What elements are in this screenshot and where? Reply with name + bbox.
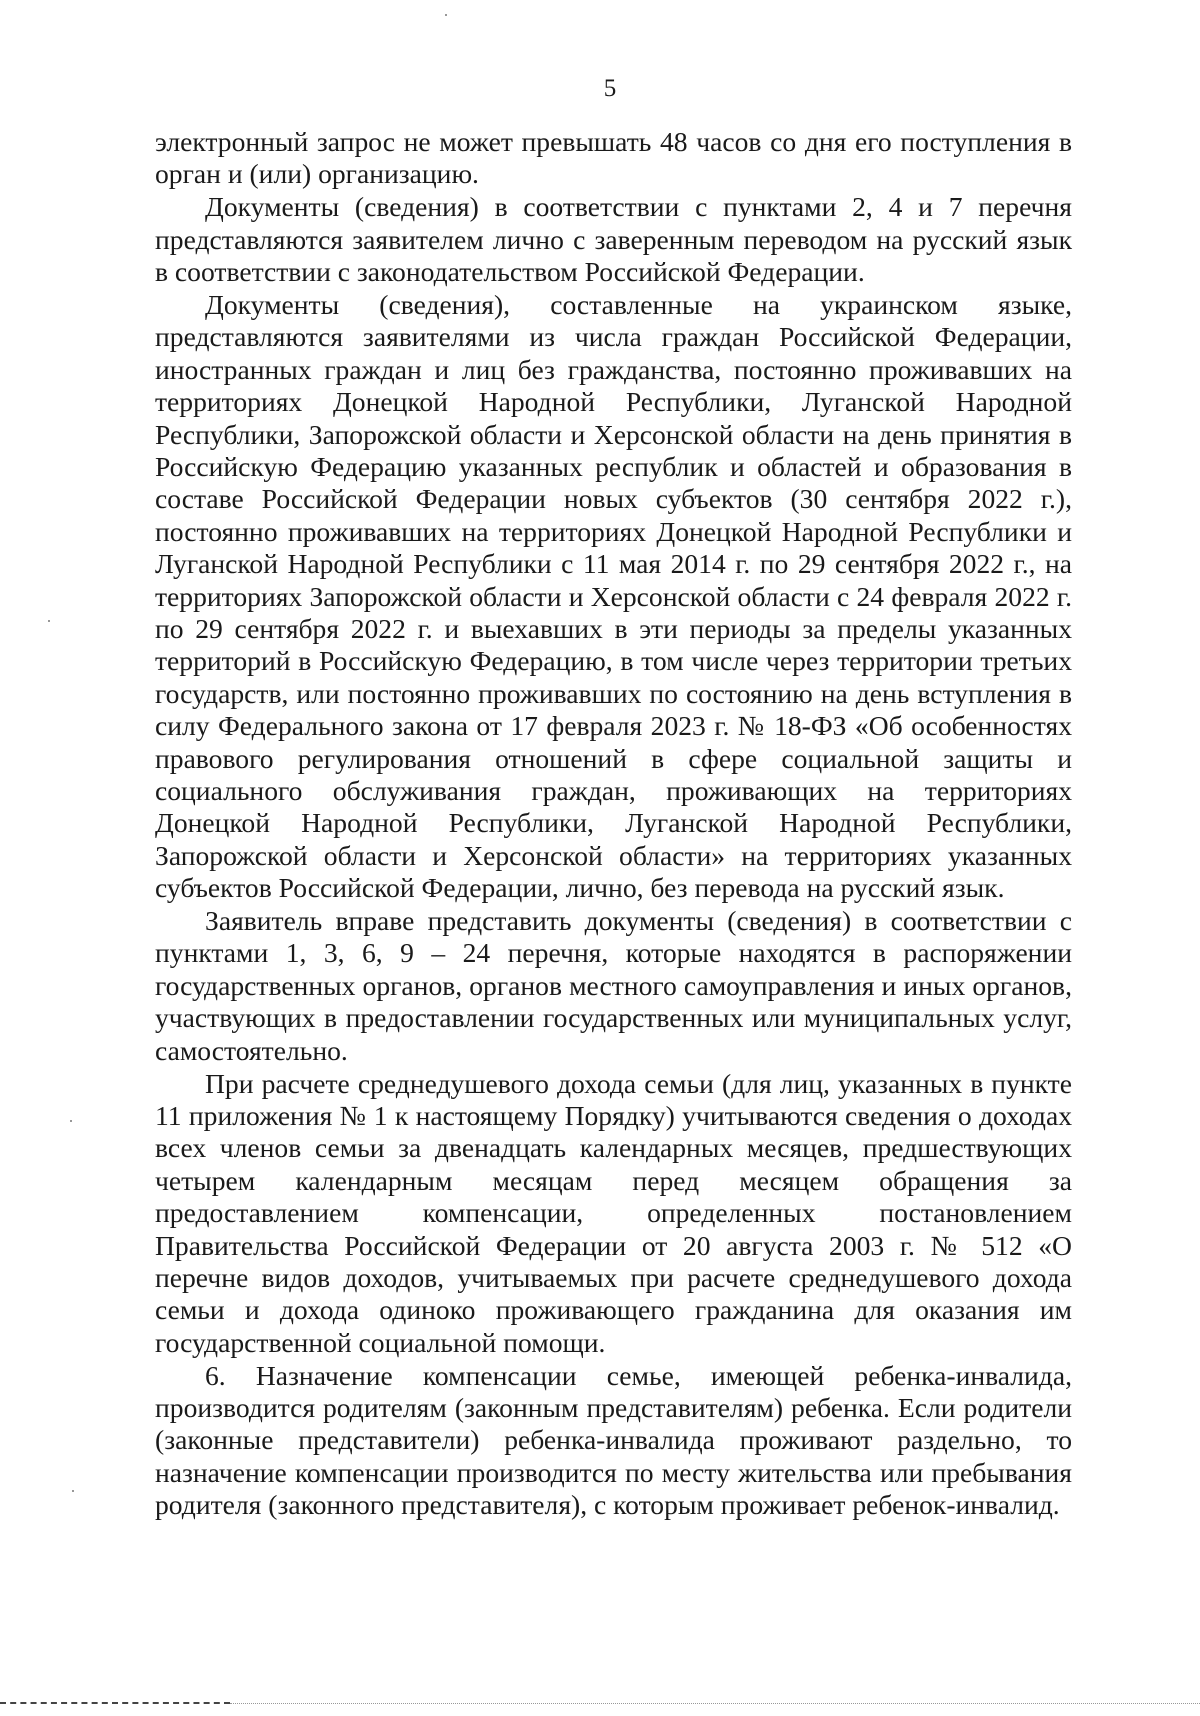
scan-speck [72,1490,74,1492]
scan-speck [70,1120,72,1122]
paragraph-ukrainian-documents: Документы (сведения), составленные на украинском языке, представляются заявителями из числа граждан Российской Федерации, иностранных граждан и лиц без гражданства, постоянно проживавших на территориях Донецкой Народной Республики, Луганской Народной Республики, Запорожской области и Херсонской области на день принятия в Российскую Федерацию указанных республик и областей и образования в составе Российской Федерации новых субъектов (30 сентября 2022 г.), постоянно проживавших на территориях Донецкой Народной Республики и Луганской Народной Республики с 11 мая 2014 г. по 29 сентября 2022 г., на территориях Запорожской области и Херсонской области с 24 февраля 2022 г. по 29 сентября 2022 г. и выехавших в эти периоды за пределы указанных территорий в Российскую Федерацию, в том числе через территории третьих государств, или постоянно проживавших по состоянию на день вступления в силу Федерального закона от 17 февраля 2023 г. № 18-ФЗ «Об особенностях правового регулирования отношений в сфере социальной защиты и социального обслуживания граждан, проживающих на территориях Донецкой Народной Республики, Луганской Народной Республики, Запорожской области и Херсонской области» на территориях указанных субъектов Российской Федерации, лично, без перевода на русский язык. [155,288,1072,904]
scan-speck [445,14,447,16]
paragraph-translation-requirement: Документы (сведения) в соответствии с пунктами 2, 4 и 7 перечня представляются заявителем лично с заверенным переводом на русский язык в соответствии с законодательством Российской Федерации. [155,191,1072,288]
document-body [155,126,1072,1522]
paragraph-continuation: электронный запрос не может превышать 48 часов со дня его поступления в орган и (или) организацию. [155,126,1072,190]
scan-edge-line-faint [230,1703,1200,1704]
page-number: 5 [603,75,617,102]
paragraph-applicant-right: Заявитель вправе представить документы (сведения) в соответствии с пунктами 1, 3, 6, 9 – 24 перечня, которые находятся в распоряжении государственных органов, органов местного самоуправления и иных органов, участвующих в предоставлении государственных или муниципальных услуг, самостоятельно. [155,905,1072,1066]
scan-speck [48,620,50,622]
scan-edge-line [0,1702,230,1704]
paragraph-item-6: 6. Назначение компенсации семье, имеющей ребенка-инвалида, производится родителям (законным представителям) ребенка. Если родители (законные представители) ребенка-инвалида проживают раздельно, то назначение компенсации производится по месту жительства или пребывания родителя (законного представителя), с которым проживает ребенок-инвалид. [155,1359,1072,1521]
paragraph-income-calculation: При расчете среднедушевого дохода семьи (для лиц, указанных в пункте 11 приложения № 1 к настоящему Порядку) учитываются сведения о доходах всех членов семьи за двенадцать календарных месяцев, предшествующих четырем календарным месяцам перед месяцем обращения за предоставлением компенсации, определенных постановлением Правительства Российской Федерации от 20 августа 2003 г. № 512 «О перечне видов доходов, учитываемых при расчете среднедушевого дохода семьи и дохода одиноко проживающего гражданина для оказания им государственной социальной помощи. [155,1067,1072,1358]
